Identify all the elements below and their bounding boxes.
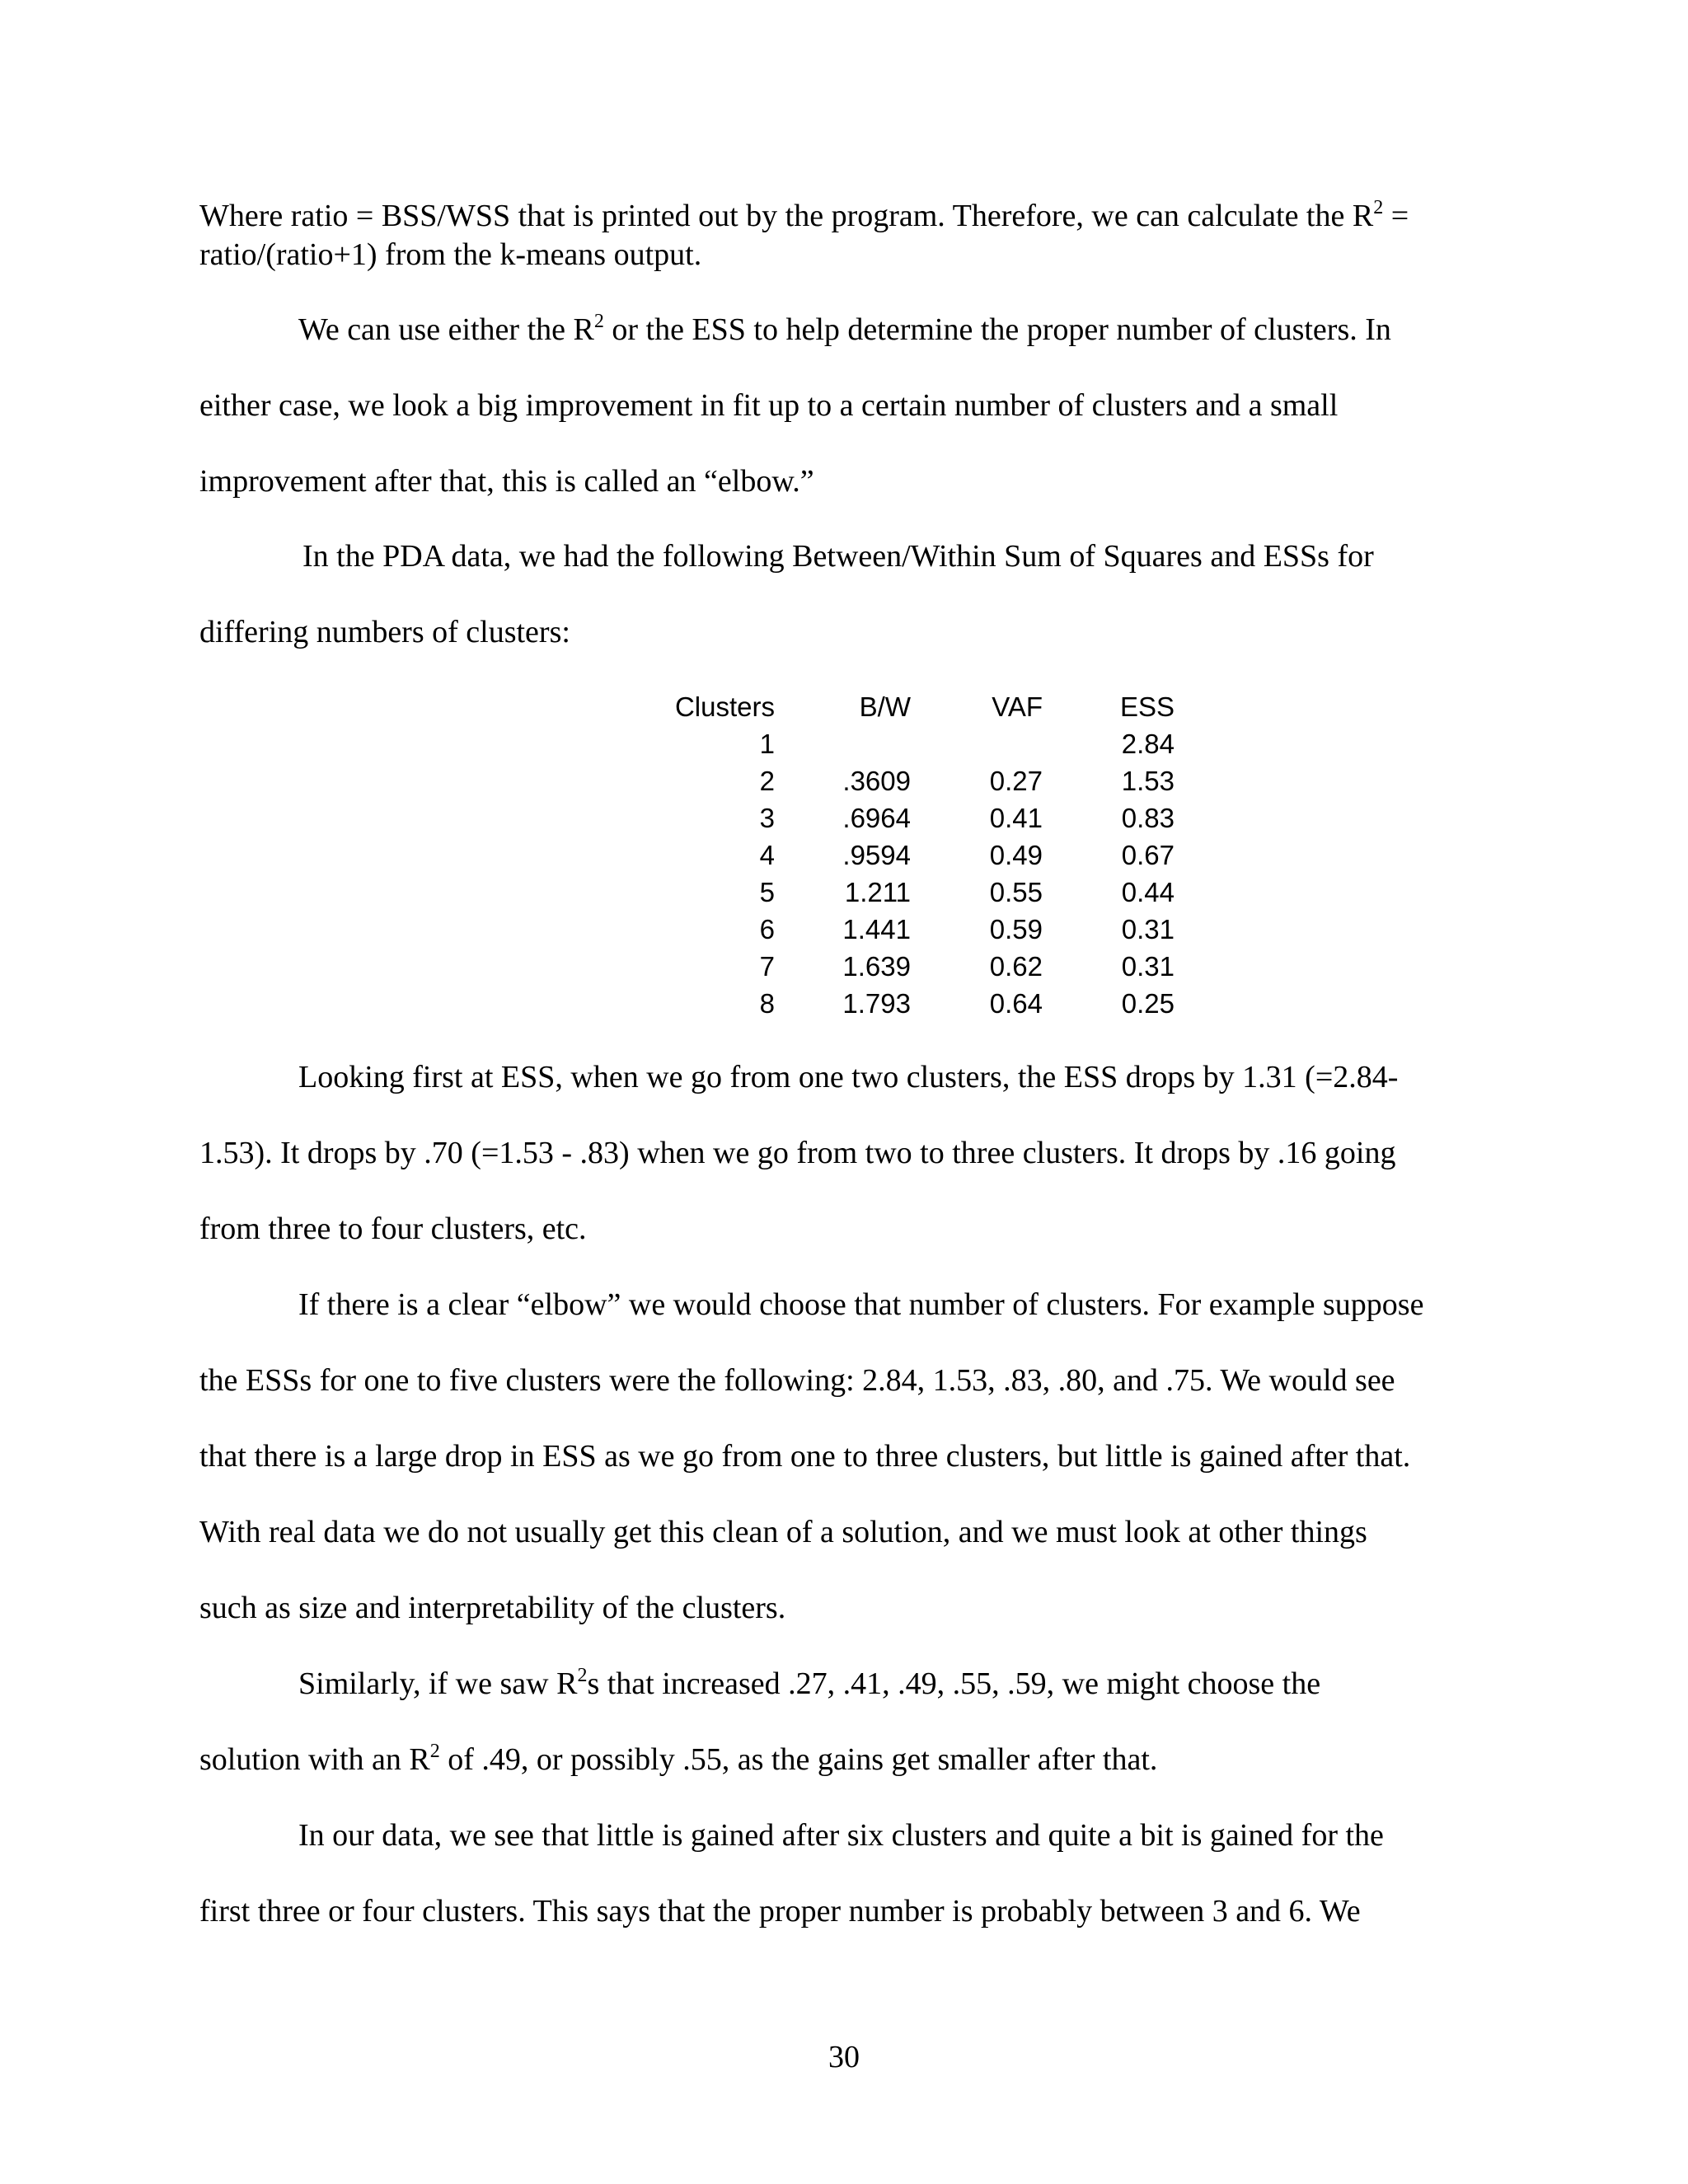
- table-row: [651, 948, 1175, 985]
- table-header-cell: B/W: [859, 691, 911, 722]
- clusters-table: [651, 688, 1175, 1022]
- paragraph-5-line-4: With real data we do not usually get this clean of a solution, and we must look at other things: [199, 1515, 1367, 1549]
- table-cell: 0.44: [1121, 877, 1175, 907]
- table-cell: 0.55: [989, 877, 1043, 907]
- paragraph-4-line-1: Looking first at ESS, when we go from one two clusters, the ESS drops by 1.31 (=2.84-: [298, 1060, 1399, 1094]
- table-cell: 2.84: [1121, 729, 1175, 759]
- table-header-cell: VAF: [992, 691, 1043, 722]
- paragraph-5-line-5: such as size and interpretability of the clusters.: [199, 1591, 786, 1625]
- paragraph-6-line-2: solution with an $R^2$ of .49, or possibly .55, as the gains get smaller after that.: [199, 1741, 1158, 1777]
- paragraph-7-line-1: In our data, we see that little is gained after six clusters and quite a bit is gained for the: [298, 1818, 1384, 1853]
- table-row: [651, 799, 1175, 837]
- table-cell: [775, 725, 911, 762]
- table-cell: 0.41: [989, 803, 1043, 833]
- table-cell: .9594: [842, 840, 911, 870]
- table-cell: 0.83: [1121, 803, 1175, 833]
- paragraph-5-line-1: If there is a clear “elbow” we would choose that number of clusters. For example suppose: [298, 1287, 1424, 1322]
- table-cell: 5: [759, 877, 775, 907]
- table-cell: 1.441: [842, 914, 911, 944]
- table-cell: 0.67: [1121, 840, 1175, 870]
- table-cell: 1: [759, 729, 775, 759]
- table-cell: 0.62: [989, 951, 1043, 982]
- table-cell: 0.49: [989, 840, 1043, 870]
- paragraph-1-line-1: Where ratio = BSS/WSS that is printed out by the program. Therefore, we can calculate the $R^2$ =: [199, 197, 1409, 233]
- table-cell: .6964: [842, 803, 911, 833]
- table-cell: 2: [759, 766, 775, 796]
- table-cell: .3609: [842, 766, 911, 796]
- table-cell: 0.31: [1121, 914, 1175, 944]
- table-cell: 0.25: [1121, 988, 1175, 1019]
- paragraph-5-line-2: the ESSs for one to five clusters were the following: 2.84, 1.53, .83, .80, and .75. We would see: [199, 1363, 1395, 1398]
- paragraph-2-line-3: improvement after that, this is called an “elbow.”: [199, 464, 814, 499]
- table-row: [651, 837, 1175, 874]
- table-cell: [911, 725, 1043, 762]
- paragraph-1-line-2: ratio/(ratio+1) from the k-means output.: [199, 237, 702, 272]
- table-row: [651, 874, 1175, 911]
- table-cell: 3: [759, 803, 775, 833]
- table-cell: 7: [759, 951, 775, 982]
- paragraph-3-line-2: differing numbers of clusters:: [199, 615, 570, 649]
- table-cell: 0.64: [989, 988, 1043, 1019]
- table-cell: 6: [759, 914, 775, 944]
- paragraph-5-line-3: that there is a large drop in ESS as we go from one to three clusters, but little is gained after that.: [199, 1439, 1411, 1474]
- paragraph-7-line-2: first three or four clusters. This says that the proper number is probably between 3 and 6. We: [199, 1894, 1361, 1929]
- table-cell: 1.53: [1121, 766, 1175, 796]
- table-row: [651, 911, 1175, 948]
- table-row: [651, 985, 1175, 1022]
- table-cell: 1.793: [842, 988, 911, 1019]
- table-header-cell: ESS: [1119, 691, 1175, 722]
- table-row: [651, 762, 1175, 799]
- table-cell: 0.31: [1121, 951, 1175, 982]
- table-cell: 8: [759, 988, 775, 1019]
- table-header-cell: Clusters: [674, 691, 775, 722]
- table-cell: 0.27: [989, 766, 1043, 796]
- table-cell: 1.211: [844, 877, 911, 907]
- paragraph-4-line-2: 1.53). It drops by .70 (=1.53 - .83) when we go from two to three clusters. It drops by .16 going: [199, 1136, 1396, 1170]
- paragraph-3-line-1: In the PDA data, we had the following Between/Within Sum of Squares and ESSs for: [302, 539, 1374, 574]
- table-cell: 0.59: [989, 914, 1043, 944]
- paragraph-4-line-3: from three to four clusters, etc.: [199, 1212, 587, 1246]
- paragraph-2-line-1: We can use either the $R^2$ or the ESS to help determine the proper number of clusters. In: [298, 311, 1391, 347]
- paragraph-6-line-1: Similarly, if we saw $R^2s$ that increased .27, .41, .49, .55, .59, we might choose the: [298, 1665, 1321, 1701]
- table-header-row: [651, 688, 1175, 725]
- table-row: [651, 725, 1175, 762]
- table-cell: 4: [759, 840, 775, 870]
- table-cell: 1.639: [842, 951, 911, 982]
- paragraph-2-line-2: either case, we look a big improvement in fit up to a certain number of clusters and a small: [199, 388, 1339, 423]
- page-number: 30: [828, 2040, 860, 2074]
